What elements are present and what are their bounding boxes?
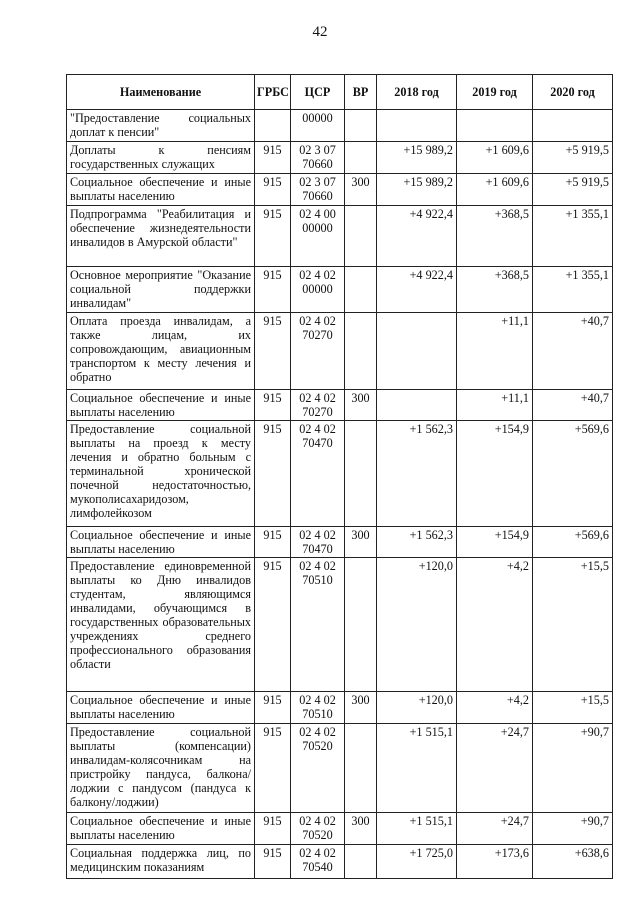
cell-2018: +1 515,1 [377, 724, 457, 813]
cell-2019: +24,7 [457, 813, 533, 845]
cell-2019: +24,7 [457, 724, 533, 813]
cell-2020: +5 919,5 [533, 142, 613, 174]
cell-grbs: 915 [255, 527, 291, 558]
cell-2018 [377, 390, 457, 421]
cell-2020: +90,7 [533, 813, 613, 845]
cell-2018: +1 562,3 [377, 421, 457, 527]
cell-vr: 300 [345, 527, 377, 558]
cell-grbs: 915 [255, 813, 291, 845]
table-row [67, 110, 613, 142]
col-header-grbs: ГРБС [255, 75, 291, 110]
cell-name: Подпрограмма "Реабилитация и обеспечение жизнедеятельности инвалидов в Амурской области" [67, 206, 255, 267]
cell-2019: +154,9 [457, 421, 533, 527]
cell-2018: +120,0 [377, 558, 457, 692]
table-row [67, 845, 613, 879]
cell-name: Социальное обеспечение и иные выплаты населению [67, 390, 255, 421]
cell-2020: +569,6 [533, 527, 613, 558]
cell-csr: 02 4 02 70270 [291, 390, 345, 421]
cell-vr [345, 142, 377, 174]
cell-name: Социальное обеспечение и иные выплаты населению [67, 174, 255, 206]
cell-grbs: 915 [255, 724, 291, 813]
col-header-2020: 2020 год [533, 75, 613, 110]
cell-csr: 02 4 02 70510 [291, 558, 345, 692]
cell-csr: 02 4 02 00000 [291, 267, 345, 313]
cell-vr: 300 [345, 692, 377, 724]
cell-2018: +120,0 [377, 692, 457, 724]
cell-name: Предоставление единовременной выплаты ко Дню инвалидов студентам, являющимся инвалидами, обучающимся в государственных образовательных учреждениях среднего профессионального образования области [67, 558, 255, 692]
col-header-csr: ЦСР [291, 75, 345, 110]
table-row [67, 174, 613, 206]
cell-2020: +15,5 [533, 558, 613, 692]
cell-2020: +569,6 [533, 421, 613, 527]
cell-vr [345, 558, 377, 692]
table-row [67, 527, 613, 558]
cell-grbs: 915 [255, 390, 291, 421]
cell-csr: 02 4 02 70520 [291, 724, 345, 813]
cell-2018: +15 989,2 [377, 142, 457, 174]
cell-2020: +40,7 [533, 313, 613, 390]
cell-vr [345, 313, 377, 390]
cell-2019: +368,5 [457, 267, 533, 313]
cell-csr: 02 4 02 70510 [291, 692, 345, 724]
table-header-row [67, 75, 613, 110]
cell-vr [345, 724, 377, 813]
cell-grbs: 915 [255, 845, 291, 879]
cell-2019: +368,5 [457, 206, 533, 267]
cell-2020: +1 355,1 [533, 206, 613, 267]
cell-vr [345, 206, 377, 267]
table-row [67, 267, 613, 313]
cell-2020: +40,7 [533, 390, 613, 421]
cell-grbs: 915 [255, 313, 291, 390]
cell-grbs: 915 [255, 206, 291, 267]
cell-vr [345, 421, 377, 527]
cell-2020: +5 919,5 [533, 174, 613, 206]
cell-2020: +638,6 [533, 845, 613, 879]
table-row [67, 206, 613, 267]
cell-2019: +1 609,6 [457, 174, 533, 206]
cell-name: "Предоставление социальных доплат к пенсии" [67, 110, 255, 142]
cell-name: Оплата проезда инвалидам, а также лицам, их сопровождающим, авиационным транспортом к месту лечения и обратно [67, 313, 255, 390]
cell-2018: +15 989,2 [377, 174, 457, 206]
cell-grbs: 915 [255, 174, 291, 206]
cell-name: Социальное обеспечение и иные выплаты населению [67, 527, 255, 558]
page-number: 42 [312, 24, 328, 40]
cell-2018: +4 922,4 [377, 206, 457, 267]
cell-2019: +173,6 [457, 845, 533, 879]
cell-name: Доплаты к пенсиям государственных служащих [67, 142, 255, 174]
budget-table [66, 74, 613, 879]
col-header-2019: 2019 год [457, 75, 533, 110]
cell-2019: +154,9 [457, 527, 533, 558]
cell-grbs: 915 [255, 558, 291, 692]
cell-grbs: 915 [255, 142, 291, 174]
cell-csr: 02 4 02 70470 [291, 527, 345, 558]
cell-name: Социальная поддержка лиц, по медицинским показаниям [67, 845, 255, 879]
cell-name: Основное мероприятие "Оказание социальной поддержки инвалидам" [67, 267, 255, 313]
cell-2019: +11,1 [457, 390, 533, 421]
table-row [67, 558, 613, 692]
cell-2019: +11,1 [457, 313, 533, 390]
cell-name: Предоставление социальной выплаты (компенсации) инвалидам-колясочникам на пристройку пандуса, балкона/лоджии с пандусом (пандуса к балкону/лоджии) [67, 724, 255, 813]
cell-csr: 02 4 02 70470 [291, 421, 345, 527]
cell-grbs: 915 [255, 421, 291, 527]
cell-name: Социальное обеспечение и иные выплаты населению [67, 692, 255, 724]
cell-csr: 02 4 02 70270 [291, 313, 345, 390]
table-row [67, 421, 613, 527]
cell-2018 [377, 313, 457, 390]
cell-2019: +4,2 [457, 558, 533, 692]
table-row [67, 313, 613, 390]
cell-2020: +1 355,1 [533, 267, 613, 313]
table-row [67, 813, 613, 845]
cell-2018: +4 922,4 [377, 267, 457, 313]
cell-grbs: 915 [255, 692, 291, 724]
col-header-2018: 2018 год [377, 75, 457, 110]
table-row [67, 692, 613, 724]
cell-2019: +4,2 [457, 692, 533, 724]
cell-2020: +15,5 [533, 692, 613, 724]
cell-csr: 02 4 02 70540 [291, 845, 345, 879]
cell-2020 [533, 110, 613, 142]
cell-grbs [255, 110, 291, 142]
cell-csr: 00000 [291, 110, 345, 142]
cell-vr: 300 [345, 813, 377, 845]
cell-csr: 02 4 02 70520 [291, 813, 345, 845]
cell-vr [345, 267, 377, 313]
cell-name: Предоставление социальной выплаты на проезд к месту лечения и обратно больным с терминальной хронической почечной недостаточностью, мукополисахаридозом, лимфолейкозом [67, 421, 255, 527]
cell-2018: +1 515,1 [377, 813, 457, 845]
table-row [67, 142, 613, 174]
table-row [67, 390, 613, 421]
cell-vr [345, 110, 377, 142]
cell-csr: 02 3 07 70660 [291, 174, 345, 206]
cell-csr: 02 3 07 70660 [291, 142, 345, 174]
cell-name: Социальное обеспечение и иные выплаты населению [67, 813, 255, 845]
cell-csr: 02 4 00 00000 [291, 206, 345, 267]
cell-vr: 300 [345, 174, 377, 206]
cell-2018: +1 725,0 [377, 845, 457, 879]
cell-vr: 300 [345, 390, 377, 421]
col-header-vr: ВР [345, 75, 377, 110]
cell-2018: +1 562,3 [377, 527, 457, 558]
col-header-name: Наименование [67, 75, 255, 110]
table-row [67, 724, 613, 813]
cell-vr [345, 845, 377, 879]
cell-2019 [457, 110, 533, 142]
cell-grbs: 915 [255, 267, 291, 313]
cell-2018 [377, 110, 457, 142]
cell-2020: +90,7 [533, 724, 613, 813]
cell-2019: +1 609,6 [457, 142, 533, 174]
